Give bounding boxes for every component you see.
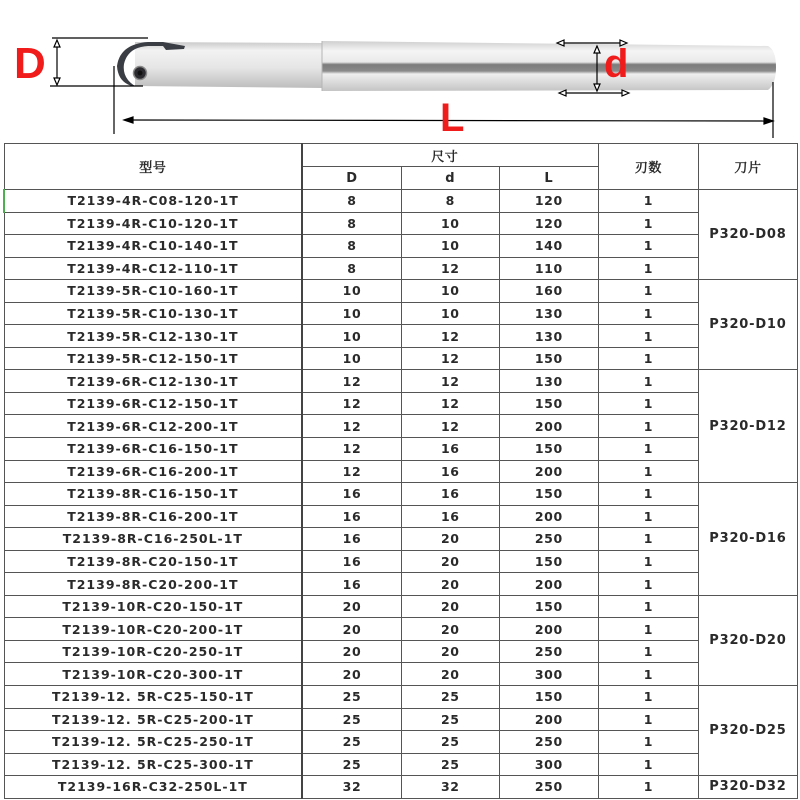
flutes-cell: 1 [598,212,698,235]
L-cell: 300 [499,753,598,776]
flutes-cell: 1 [598,280,698,303]
d-cell: 8 [401,190,499,213]
D-cell: 8 [302,235,401,258]
L-cell: 150 [499,347,598,370]
d-cell: 10 [401,280,499,303]
d-cell: 20 [401,663,499,686]
table-row [4,753,798,776]
d-cell: 10 [401,212,499,235]
model-cell: T2139-8R-C16-150-1T [4,483,302,506]
spec-table-body [4,190,798,799]
L-cell: 150 [499,595,598,618]
d-cell: 25 [401,731,499,754]
L-cell: 130 [499,302,598,325]
L-cell: 200 [499,460,598,483]
table-row [4,302,798,325]
model-cell: T2139-12. 5R-C25-300-1T [4,753,302,776]
insert-cell: P320-D16 [698,483,797,596]
L-cell: 250 [499,640,598,663]
header-D: D [302,167,401,190]
flutes-cell: 1 [598,438,698,461]
D-cell: 25 [302,686,401,709]
model-cell: T2139-4R-C10-120-1T [4,212,302,235]
L-cell: 300 [499,663,598,686]
D-cell: 20 [302,640,401,663]
model-cell: T2139-10R-C20-250-1T [4,640,302,663]
D-cell: 12 [302,460,401,483]
table-row [4,370,798,393]
flutes-cell: 1 [598,686,698,709]
header-flutes: 刃数 [598,144,698,190]
L-cell: 140 [499,235,598,258]
label-outer-diameter: D [14,39,46,88]
model-cell: T2139-6R-C16-200-1T [4,460,302,483]
table-row [4,528,798,551]
model-cell: T2139-12. 5R-C25-200-1T [4,708,302,731]
d-cell: 20 [401,595,499,618]
d-cell: 25 [401,708,499,731]
L-cell: 200 [499,618,598,641]
d-cell: 25 [401,753,499,776]
flutes-cell: 1 [598,460,698,483]
d-cell: 20 [401,618,499,641]
model-cell: T2139-5R-C12-150-1T [4,347,302,370]
D-cell: 16 [302,573,401,596]
header-d: d [401,167,499,190]
flutes-cell: 1 [598,663,698,686]
table-row [4,708,798,731]
L-cell: 200 [499,708,598,731]
header-insert: 刀片 [698,144,797,190]
D-cell: 25 [302,753,401,776]
table-row [4,618,798,641]
D-cell: 16 [302,528,401,551]
table-row [4,483,798,506]
flutes-cell: 1 [598,392,698,415]
D-cell: 10 [302,280,401,303]
table-row [4,686,798,709]
d-cell: 12 [401,347,499,370]
d-cell: 20 [401,573,499,596]
D-cell: 20 [302,663,401,686]
insert-cell: P320-D12 [698,370,797,483]
model-cell: T2139-6R-C16-150-1T [4,438,302,461]
insert-cell: P320-D25 [698,686,797,776]
model-cell: T2139-6R-C12-130-1T [4,370,302,393]
L-cell: 160 [499,280,598,303]
D-cell: 10 [302,325,401,348]
d-cell: 12 [401,370,499,393]
flutes-cell: 1 [598,190,698,213]
table-row [4,505,798,528]
d-cell: 12 [401,325,499,348]
L-cell: 250 [499,528,598,551]
flutes-cell: 1 [598,708,698,731]
L-cell: 150 [499,392,598,415]
L-cell: 110 [499,257,598,280]
header-L: L [499,167,598,190]
flutes-cell: 1 [598,257,698,280]
d-cell: 16 [401,505,499,528]
D-cell: 32 [302,776,401,799]
L-cell: 200 [499,573,598,596]
model-cell: T2139-8R-C16-250L-1T [4,528,302,551]
table-row [4,550,798,573]
table-row [4,640,798,663]
L-cell: 150 [499,550,598,573]
model-cell: T2139-12. 5R-C25-250-1T [4,731,302,754]
d-cell: 10 [401,302,499,325]
flutes-cell: 1 [598,325,698,348]
D-cell: 20 [302,595,401,618]
D-cell: 12 [302,438,401,461]
flutes-cell: 1 [598,573,698,596]
D-cell: 12 [302,392,401,415]
table-row [4,663,798,686]
d-cell: 12 [401,257,499,280]
table-row [4,595,798,618]
model-cell: T2139-8R-C20-150-1T [4,550,302,573]
model-cell: T2139-4R-C12-110-1T [4,257,302,280]
table-row [4,257,798,280]
d-cell: 12 [401,415,499,438]
label-shank-diameter: d [604,42,629,86]
model-cell: T2139-4R-C08-120-1T [4,190,302,213]
D-cell: 8 [302,212,401,235]
model-cell: T2139-6R-C12-200-1T [4,415,302,438]
model-cell: T2139-5R-C12-130-1T [4,325,302,348]
d-cell: 16 [401,483,499,506]
table-row [4,325,798,348]
d-cell: 20 [401,640,499,663]
D-cell: 12 [302,370,401,393]
table-row [4,776,798,799]
table-row [4,347,798,370]
model-cell: T2139-10R-C20-150-1T [4,595,302,618]
table-row [4,190,798,213]
model-cell: T2139-4R-C10-140-1T [4,235,302,258]
flutes-cell: 1 [598,347,698,370]
table-row [4,460,798,483]
model-cell: T2139-8R-C16-200-1T [4,505,302,528]
model-cell: T2139-10R-C20-300-1T [4,663,302,686]
L-cell: 150 [499,438,598,461]
flutes-cell: 1 [598,640,698,663]
d-cell: 25 [401,686,499,709]
flutes-cell: 1 [598,505,698,528]
table-row [4,415,798,438]
flutes-cell: 1 [598,235,698,258]
D-cell: 25 [302,708,401,731]
flutes-cell: 1 [598,731,698,754]
flutes-cell: 1 [598,550,698,573]
model-cell: T2139-5R-C10-130-1T [4,302,302,325]
D-cell: 8 [302,257,401,280]
L-cell: 200 [499,415,598,438]
header-model: 型号 [4,144,302,190]
D-cell: 20 [302,618,401,641]
flutes-cell: 1 [598,595,698,618]
flutes-cell: 1 [598,370,698,393]
ball-end-mill-illustration [0,0,800,143]
d-cell: 10 [401,235,499,258]
D-cell: 16 [302,505,401,528]
L-cell: 250 [499,776,598,799]
flutes-cell: 1 [598,753,698,776]
header-dimensions: 尺寸 [302,144,598,167]
flutes-cell: 1 [598,302,698,325]
model-cell: T2139-12. 5R-C25-150-1T [4,686,302,709]
L-cell: 130 [499,370,598,393]
model-cell: T2139-5R-C10-160-1T [4,280,302,303]
insert-cell: P320-D08 [698,190,797,280]
d-cell: 12 [401,392,499,415]
L-cell: 150 [499,686,598,709]
d-cell: 16 [401,438,499,461]
L-cell: 200 [499,505,598,528]
insert-cell: P320-D32 [698,776,797,799]
spec-table [3,143,798,799]
L-cell: 250 [499,731,598,754]
d-cell: 20 [401,528,499,551]
flutes-cell: 1 [598,528,698,551]
model-cell: T2139-16R-C32-250L-1T [4,776,302,799]
tool-shank [322,41,776,91]
D-cell: 10 [302,302,401,325]
flutes-cell: 1 [598,415,698,438]
D-cell: 10 [302,347,401,370]
table-row [4,212,798,235]
d-cell: 16 [401,460,499,483]
D-cell: 8 [302,190,401,213]
table-row [4,235,798,258]
label-overall-length: L [440,96,465,140]
insert-cell: P320-D10 [698,280,797,370]
d-cell: 20 [401,550,499,573]
model-cell: T2139-6R-C12-150-1T [4,392,302,415]
D-cell: 16 [302,550,401,573]
flutes-cell: 1 [598,618,698,641]
tool-neck [135,42,322,88]
tool-dimension-diagram [0,0,800,143]
table-row [4,280,798,303]
L-cell: 150 [499,483,598,506]
table-row [4,573,798,596]
D-cell: 12 [302,415,401,438]
flutes-cell: 1 [598,776,698,799]
L-cell: 120 [499,212,598,235]
flutes-cell: 1 [598,483,698,506]
insert-cell: P320-D20 [698,595,797,685]
L-cell: 120 [499,190,598,213]
table-row [4,438,798,461]
table-row [4,392,798,415]
D-cell: 25 [302,731,401,754]
L-cell: 130 [499,325,598,348]
model-cell: T2139-10R-C20-200-1T [4,618,302,641]
d-cell: 32 [401,776,499,799]
model-cell: T2139-8R-C20-200-1T [4,573,302,596]
table-row [4,731,798,754]
D-cell: 16 [302,483,401,506]
